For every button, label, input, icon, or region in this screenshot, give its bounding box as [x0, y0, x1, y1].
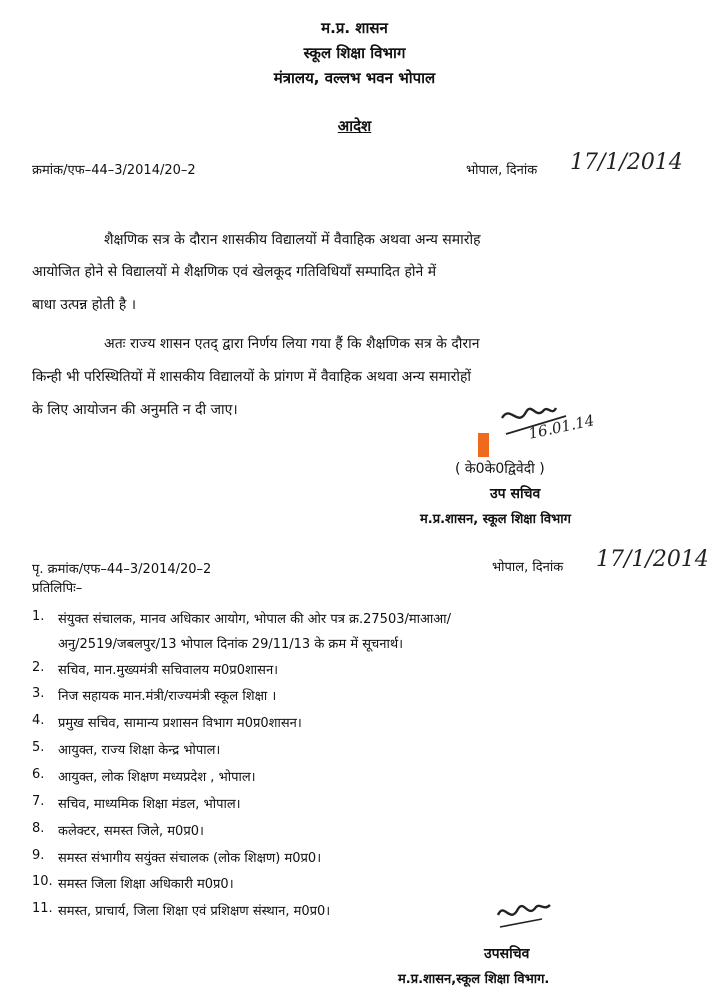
- list-item-1-line1: संयुक्त संचालक, मानव अधिकार आयोग, भोपाल की ओर पत्र क्र.27503/माआआ/: [58, 612, 451, 627]
- signatory-name: ( के0के0द्विवेदी ): [455, 461, 545, 477]
- red-mark: [478, 433, 489, 457]
- list-item-2-num: 2.: [32, 660, 45, 675]
- endorsement-designation: उपसचिव: [484, 946, 530, 962]
- list-item-6: आयुक्त, लोक शिक्षण मध्यप्रदेश , भोपाल।: [58, 770, 256, 785]
- signatory-designation: उप सचिव: [490, 486, 541, 502]
- list-item-8: कलेक्टर, समस्त जिले, म0प्र0।: [58, 824, 204, 839]
- list-item-5-num: 5.: [32, 740, 45, 755]
- copy-label: प्रतिलिपिः–: [32, 581, 83, 596]
- signatory-department: म.प्र.शासन, स्कूल शिक्षा विभाग: [420, 512, 571, 527]
- list-item-4: प्रमुख सचिव, सामान्य प्रशासन विभाग म0प्र0शासन।: [58, 716, 302, 731]
- signature-handwritten-date: 16.01.14: [526, 411, 596, 443]
- list-item-10: समस्त जिला शिक्षा अधिकारी म0प्र0।: [58, 877, 234, 892]
- reference-number: क्रमांक/एफ–44–3/2014/20–2: [32, 163, 196, 178]
- list-item-10-num: 10.: [32, 874, 53, 889]
- list-item-8-num: 8.: [32, 821, 45, 836]
- order-title: आदेश: [337, 117, 372, 135]
- endorsement-signature-scribble: [492, 897, 562, 933]
- header-line-3: मंत्रालय, वल्लभ भवन भोपाल: [273, 69, 436, 87]
- header-line-1: म.प्र. शासन: [321, 19, 388, 37]
- para1-line2: आयोजित होने से विद्यालयों मे शैक्षणिक एवं खेलकूद गतिविधियॉं सम्पादित होने में: [32, 264, 437, 280]
- para2-line3: के लिए आयोजन की अनुमति न दी जाए।: [32, 402, 238, 418]
- list-item-1-line2: अनु/2519/जबलपुर/13 भोपाल दिनांक 29/11/13 के क्रम में सूचनार्थ।: [58, 637, 404, 652]
- list-item-9-num: 9.: [32, 848, 45, 863]
- list-item-5: आयुक्त, राज्य शिक्षा केन्द्र भोपाल।: [58, 743, 221, 758]
- list-item-11-num: 11.: [32, 901, 53, 916]
- para1-line3: बाधा उत्पन्न होती है ।: [32, 297, 137, 313]
- list-item-7-num: 7.: [32, 794, 45, 809]
- endorsement-handwritten-date: 17/1/2014: [596, 547, 709, 572]
- header-line-2: स्कूल शिक्षा विभाग: [303, 44, 406, 62]
- para2-line2: किन्ही भी परिस्थितियों में शासकीय विद्यालयों के प्रांगण में वैवाहिक अथवा अन्य समारोहों: [32, 369, 472, 385]
- endorsement-place-date-label: भोपाल, दिनांक: [492, 560, 564, 575]
- list-item-6-num: 6.: [32, 767, 45, 782]
- list-item-1-num: 1.: [32, 609, 45, 624]
- list-item-7: सचिव, माध्यमिक शिक्षा मंडल, भोपाल।: [58, 797, 241, 812]
- para1-line1: शैक्षणिक सत्र के दौरान शासकीय विद्यालयों में वैवाहिक अथवा अन्य समारोह: [104, 232, 481, 248]
- list-item-9: समस्त संभागीय सयुंक्त संचालक (लोक शिक्षण) म0प्र0।: [58, 851, 322, 866]
- endorsement-reference: पृ. क्रमांक/एफ–44–3/2014/20–2: [32, 562, 212, 577]
- handwritten-date: 17/1/2014: [570, 150, 683, 175]
- place-date-label: भोपाल, दिनांक: [466, 163, 538, 178]
- para2-line1: अतः राज्य शासन एतद् द्वारा निर्णय लिया गया हैं कि शैक्षणिक सत्र के दौरान: [104, 336, 480, 352]
- list-item-11: समस्त, प्राचार्य, जिला शिक्षा एवं प्रशिक्षण संस्थान, म0प्र0।: [58, 904, 331, 919]
- endorsement-department: म.प्र.शासन,स्कूल शिक्षा विभाग.: [398, 972, 550, 987]
- list-item-4-num: 4.: [32, 713, 45, 728]
- list-item-3-num: 3.: [32, 686, 45, 701]
- list-item-2: सचिव, मान.मुख्यमंत्री सचिवालय म0प्र0शासन।: [58, 663, 279, 678]
- list-item-3: निज सहायक मान.मंत्री/राज्यमंत्री स्कूल शिक्षा ।: [58, 689, 277, 704]
